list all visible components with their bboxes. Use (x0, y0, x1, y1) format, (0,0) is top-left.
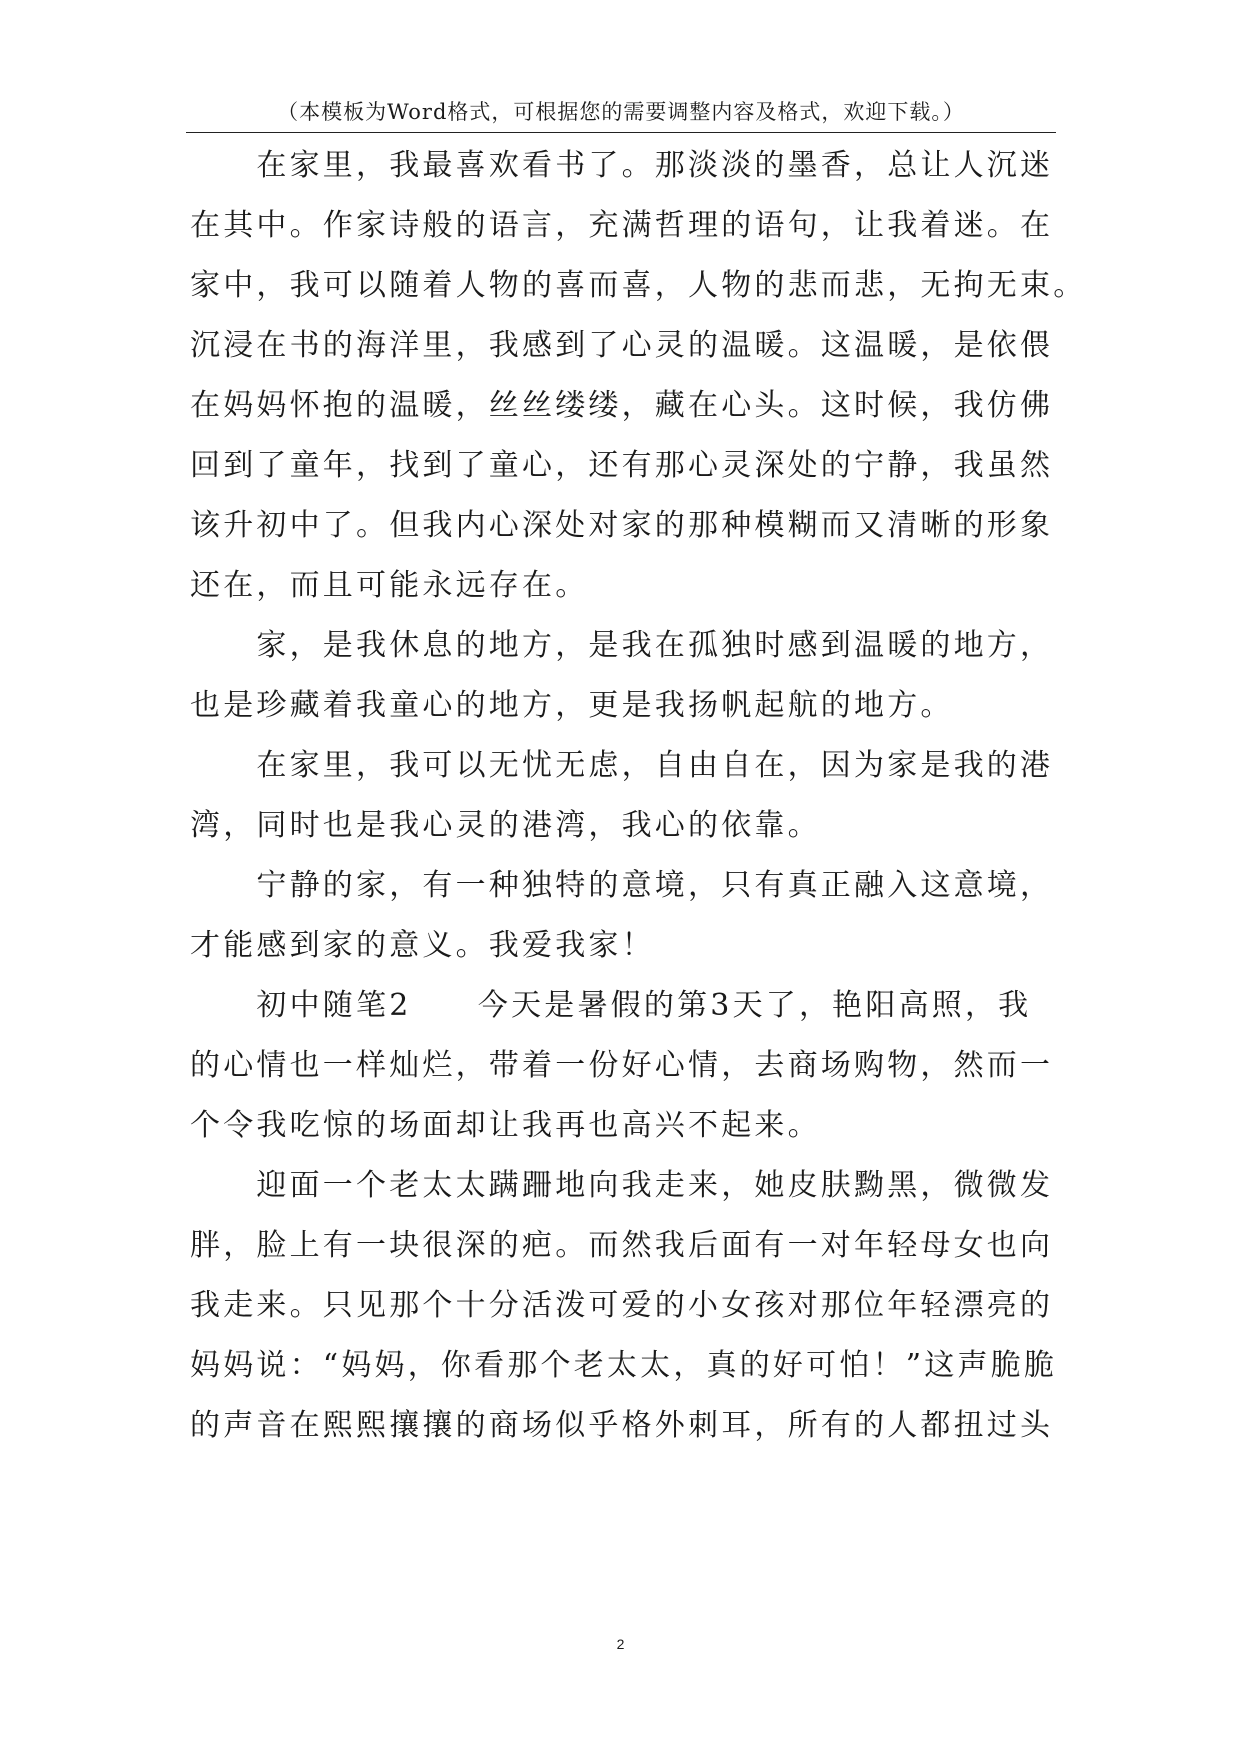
body-line: 初中随笔2 今天是暑假的第3天了，艳阳高照，我 (190, 988, 1032, 1023)
body-line: 也是珍藏着我童心的地方，更是我扬帆起航的地方。 (190, 688, 954, 723)
body-line: 在家里，我可以无忧无虑，自由自在，因为家是我的港 (190, 748, 1054, 783)
body-line: 才能感到家的意义。我爱我家！ (190, 928, 655, 963)
body-line: 宁静的家，有一种独特的意境，只有真正融入这意境， (190, 868, 1054, 903)
body-line: 该升初中了。但我内心深处对家的那种模糊而又清晰的形象 (190, 508, 1054, 543)
body-line: 在妈妈怀抱的温暖，丝丝缕缕，藏在心头。这时候，我仿佛 (190, 388, 1054, 423)
body-line: 湾，同时也是我心灵的港湾，我心的依靠。 (190, 808, 821, 843)
body-line: 胖，脸上有一块很深的疤。而然我后面有一对年轻母女也向 (190, 1228, 1054, 1263)
body-line: 在其中。作家诗般的语言，充满哲理的语句，让我着迷。在 (190, 208, 1054, 243)
body-line: 在家里，我最喜欢看书了。那淡淡的墨香，总让人沉迷 (190, 148, 1054, 183)
body-line: 回到了童年，找到了童心，还有那心灵深处的宁静，我虽然 (190, 448, 1054, 483)
header-divider (186, 132, 1056, 133)
body-line: 沉浸在书的海洋里，我感到了心灵的温暖。这温暖，是依偎 (190, 328, 1054, 363)
page-header: （本模板为Word格式，可根据您的需要调整内容及格式，欢迎下载。） (277, 100, 965, 124)
body-line: 家，是我休息的地方，是我在孤独时感到温暖的地方， (190, 628, 1054, 663)
body-line: 的声音在熙熙攘攘的商场似乎格外刺耳，所有的人都扭过头 (190, 1408, 1054, 1443)
body-line: 家中，我可以随着人物的喜而喜，人物的悲而悲，无拘无束。 (190, 268, 1087, 303)
body-line: 还在，而且可能永远存在。 (190, 568, 589, 603)
page-number: 2 (616, 1636, 625, 1652)
body-line: 妈妈说：“妈妈，你看那个老太太，真的好可怕！”这声脆脆 (190, 1348, 1058, 1383)
body-line: 个令我吃惊的场面却让我再也高兴不起来。 (190, 1108, 821, 1143)
body-line: 我走来。只见那个十分活泼可爱的小女孩对那位年轻漂亮的 (190, 1288, 1054, 1323)
body-line: 迎面一个老太太蹒跚地向我走来，她皮肤黝黑，微微发 (190, 1168, 1054, 1203)
body-line: 的心情也一样灿烂，带着一份好心情，去商场购物，然而一 (190, 1048, 1054, 1083)
